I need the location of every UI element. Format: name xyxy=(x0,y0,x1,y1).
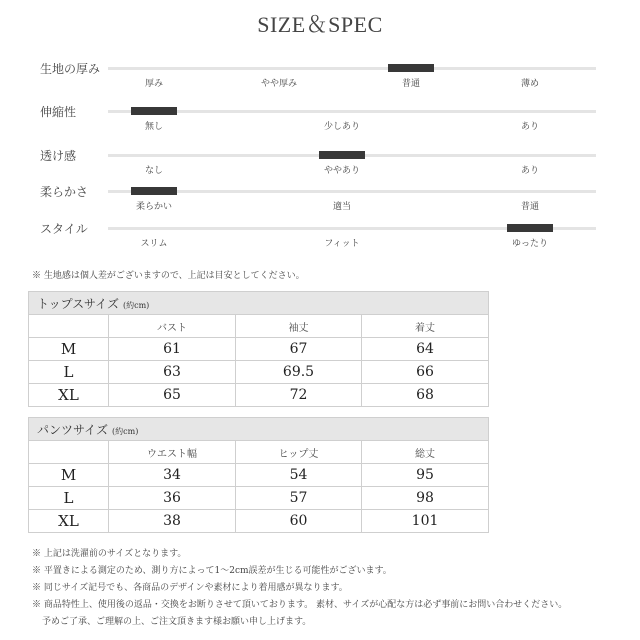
column-header: 袖丈 xyxy=(236,315,362,338)
pants-size-table xyxy=(28,417,489,533)
size-label: L xyxy=(29,487,109,510)
note-line: ※ 平置きによる測定のため、測り方によって1〜2cm誤差が生じる可能性がございます。 xyxy=(32,566,392,576)
spec-row xyxy=(0,220,640,260)
table-cell: 57 xyxy=(236,487,362,510)
column-header: ヒップ丈 xyxy=(236,441,362,464)
spec-option: あり xyxy=(520,122,540,132)
spec-label: スタイル xyxy=(40,222,88,236)
note-line: ※ 上記は洗濯前のサイズとなります。 xyxy=(32,549,187,559)
table-row xyxy=(29,510,489,533)
table-cell: 68 xyxy=(362,384,489,407)
spec-option: あり xyxy=(520,166,540,176)
table-row xyxy=(29,384,489,407)
table-cell: 98 xyxy=(362,487,489,510)
table-cell: 60 xyxy=(236,510,362,533)
spec-option: スリム xyxy=(140,239,168,249)
spec-selected-marker xyxy=(319,151,365,159)
table-row xyxy=(29,361,489,384)
spec-option: 薄め xyxy=(520,79,540,89)
spec-selected-marker xyxy=(131,107,177,115)
table-row xyxy=(29,464,489,487)
size-label: M xyxy=(29,464,109,487)
table-cell: 65 xyxy=(109,384,236,407)
table-cell: 54 xyxy=(236,464,362,487)
spec-option: 適当 xyxy=(332,202,352,212)
spec-selected-marker xyxy=(131,187,177,195)
pants-caption: パンツサイズ (約cm) xyxy=(29,418,489,441)
spec-label: 柔らかさ xyxy=(40,185,89,199)
column-header: ウエスト幅 xyxy=(109,441,236,464)
spec-label: 生地の厚み xyxy=(40,62,101,76)
table-cell: 36 xyxy=(109,487,236,510)
fabric-notice: ※ 生地感は個人差がございますので、上記は目安としてください。 xyxy=(32,271,305,281)
spec-label: 透け感 xyxy=(40,149,77,163)
table-cell: 61 xyxy=(109,338,236,361)
table-cell: 67 xyxy=(236,338,362,361)
size-label: XL xyxy=(29,384,109,407)
column-header: 総丈 xyxy=(362,441,489,464)
table-row xyxy=(29,487,489,510)
spec-selected-marker xyxy=(388,64,434,72)
spec-row xyxy=(0,60,640,100)
table-cell: 64 xyxy=(362,338,489,361)
corner-cell xyxy=(29,315,109,338)
size-label: L xyxy=(29,361,109,384)
spec-row xyxy=(0,103,640,143)
spec-option: ややあり xyxy=(323,166,361,176)
table-cell: 101 xyxy=(362,510,489,533)
column-header: バスト xyxy=(109,315,236,338)
table-cell: 95 xyxy=(362,464,489,487)
spec-scale-line xyxy=(108,67,596,70)
notes xyxy=(32,546,567,631)
tops-caption: トップスサイズ (約cm) xyxy=(29,292,489,315)
table-cell: 69.5 xyxy=(236,361,362,384)
note-line: ※ 商品特性上、使用後の返品・交換をお断りさせて頂いております。 素材、サイズが心配な方は必ず事前にお問い合わせください。 xyxy=(32,600,568,610)
table-cell: 72 xyxy=(236,384,362,407)
column-header: 着丈 xyxy=(362,315,489,338)
spec-label: 伸縮性 xyxy=(40,105,77,119)
spec-option: 普通 xyxy=(520,202,540,212)
corner-cell xyxy=(29,441,109,464)
spec-scale-line xyxy=(108,110,596,113)
spec-option: なし xyxy=(144,166,164,176)
spec-scale-line xyxy=(108,190,596,193)
spec-option: 厚み xyxy=(144,79,164,89)
table-cell: 66 xyxy=(362,361,489,384)
table-cell: 34 xyxy=(109,464,236,487)
tops-size-table xyxy=(28,291,489,407)
table-row xyxy=(29,338,489,361)
spec-option: 普通 xyxy=(401,79,421,89)
spec-selected-marker xyxy=(507,224,553,232)
spec-option: やや厚み xyxy=(260,79,298,89)
spec-option: フィット xyxy=(324,239,360,249)
table-cell: 63 xyxy=(109,361,236,384)
note-line: ※ 同じサイズ記号でも、各商品のデザインや素材により着用感が異なります。 xyxy=(32,583,348,593)
spec-row xyxy=(0,183,640,223)
spec-option: 無し xyxy=(144,122,164,132)
size-label: M xyxy=(29,338,109,361)
spec-option: ゆったり xyxy=(512,239,548,249)
table-cell: 38 xyxy=(109,510,236,533)
spec-option: 少しあり xyxy=(323,122,361,132)
size-label: XL xyxy=(29,510,109,533)
spec-option: 柔らかい xyxy=(135,202,173,212)
page-title: SIZE＆SPEC xyxy=(257,12,383,37)
note-line: 予めご了承、ご理解の上、ご注文頂きます様お願い申し上げます。 xyxy=(42,617,312,627)
spec-row xyxy=(0,147,640,187)
